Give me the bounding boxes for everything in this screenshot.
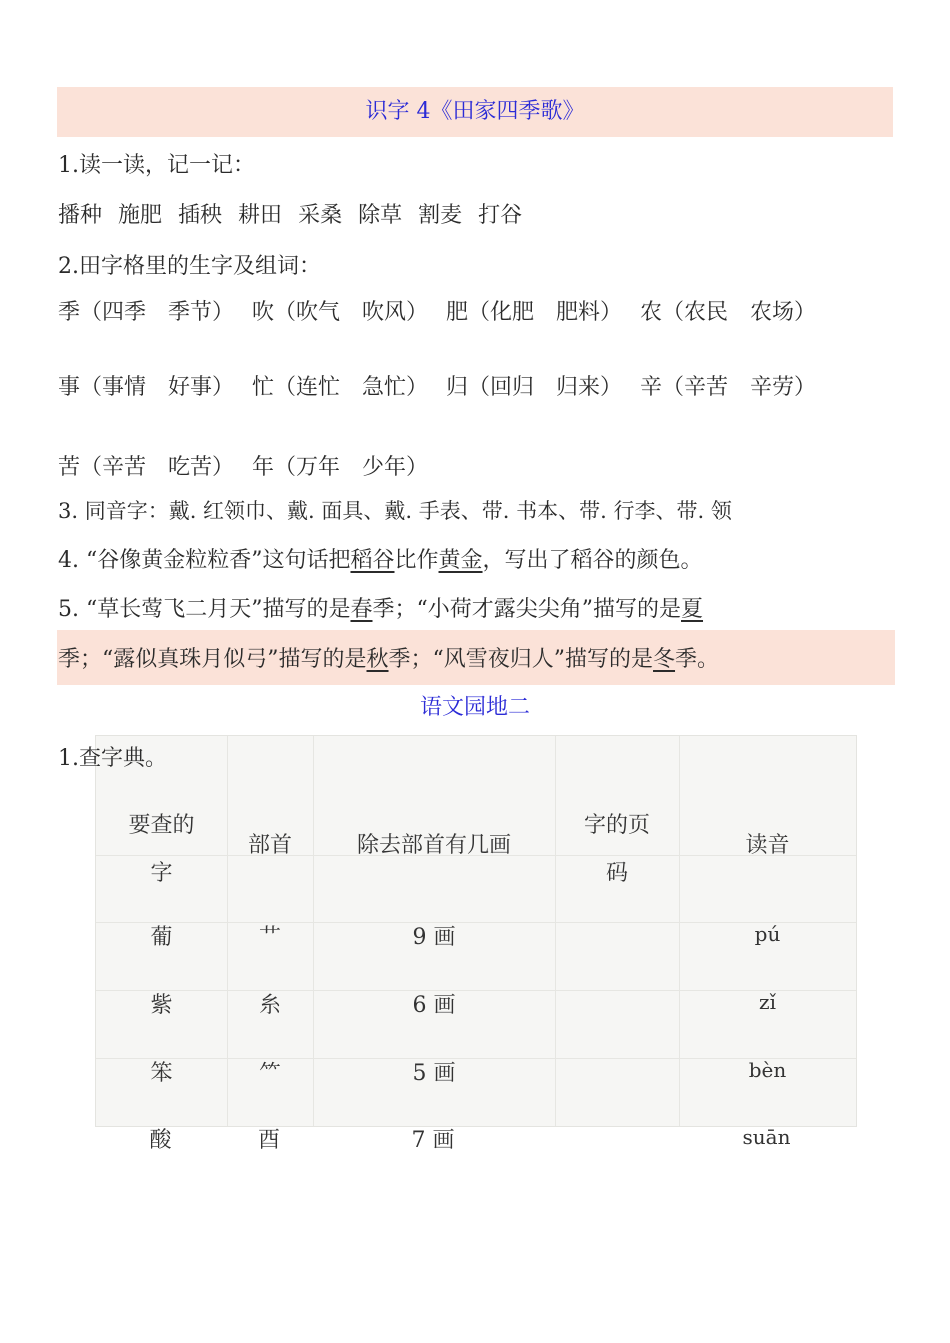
- q4-text: ，写出了稻谷的颜色。: [482, 548, 703, 573]
- q5-answer: 冬: [653, 647, 676, 672]
- q4-line: [58, 543, 703, 574]
- cell-char: 笨: [150, 1061, 173, 1086]
- dictionary-table: [95, 735, 857, 1127]
- q5-text: 季；“风雪夜归人”描写的是: [388, 647, 654, 672]
- cell-strokes: 5 画: [412, 1061, 456, 1086]
- q5-line-1: [58, 592, 703, 623]
- header-char-line: 要查的: [128, 813, 195, 838]
- word: 割麦: [418, 203, 463, 228]
- header-radical: 部首: [247, 833, 292, 858]
- header-char-line: 字: [150, 861, 173, 886]
- section-title: 语文园地二: [419, 695, 530, 720]
- word: 打谷: [478, 203, 523, 228]
- q5-text: 季；“小荷才露尖尖角”描写的是: [372, 597, 681, 622]
- cell-pinyin: pú: [754, 922, 781, 946]
- q5-text: 季；“露似真珠月似弓”描写的是: [58, 647, 367, 672]
- col-divider: [555, 736, 556, 1126]
- cell-char: 紫: [150, 993, 173, 1018]
- q5-line-2: [58, 642, 719, 673]
- cell-pinyin: zǐ: [759, 990, 776, 1014]
- q5-answer: 夏: [681, 597, 704, 622]
- word: 采桑: [298, 203, 343, 228]
- q5-answer: 秋: [366, 647, 389, 672]
- q5-text: 季。: [675, 647, 720, 672]
- header-page-line: 码: [605, 861, 628, 886]
- q4-answer: 黄金: [438, 548, 483, 573]
- cell-pinyin: suān: [742, 1125, 791, 1149]
- cell-char: 葡: [150, 925, 173, 950]
- q4-text: 比作: [394, 548, 439, 573]
- cell-radical: 艹: [258, 925, 281, 950]
- word: 播种: [58, 203, 103, 228]
- cell-radical: 酉: [257, 1128, 280, 1153]
- q4-answer: 稻谷: [350, 548, 395, 573]
- cell-char: 酸: [149, 1128, 172, 1153]
- q2-heading: 2.田字格里的生字及组词：: [58, 254, 321, 279]
- q1-heading: 1.读一读，记一记：: [58, 153, 255, 178]
- q5-answer: 春: [350, 597, 373, 622]
- word: 耕田: [238, 203, 283, 228]
- cell-strokes: 6 画: [412, 993, 456, 1018]
- q2-row: 事（事情 好事） 忙（连忙 急忙） 归（回归 归来） 辛（辛苦 辛劳）: [58, 375, 816, 400]
- header-char: [96, 802, 227, 898]
- cell-strokes: 7 画: [411, 1128, 455, 1153]
- cell-radical: ⺮: [258, 1061, 281, 1086]
- header-strokes: 除去部首有几画: [356, 833, 511, 858]
- word: 插秧: [178, 203, 223, 228]
- q4-text: 4. “谷像黄金粒粒香”这句话把: [58, 548, 351, 573]
- header-pinyin: 读音: [745, 833, 790, 858]
- header-page: [555, 802, 679, 898]
- header-page-line: 字的页: [583, 813, 650, 838]
- q2-row: 季（四季 季节） 吹（吹气 吹风） 肥（化肥 肥料） 农（农民 农场）: [58, 300, 816, 325]
- s2-q1-heading: 1.查字典。: [58, 746, 167, 771]
- cell-pinyin: bèn: [748, 1058, 787, 1082]
- word: 施肥: [118, 203, 163, 228]
- q3-line: 3. 同音字：戴. 红领巾、戴. 面具、戴. 手表、带. 书本、带. 行李、带. 领: [58, 499, 732, 523]
- q5-text: 5. “草长莺飞二月天”描写的是: [58, 597, 351, 622]
- q1-word-list: [58, 198, 538, 229]
- word: 除草: [358, 203, 403, 228]
- page-title: 识字 4《田家四季歌》: [365, 99, 585, 124]
- cell-radical: 糸: [258, 993, 281, 1018]
- q2-row: 苦（辛苦 吃苦） 年（万年 少年）: [58, 455, 428, 480]
- cell-strokes: 9 画: [412, 925, 456, 950]
- title-band: [57, 87, 893, 137]
